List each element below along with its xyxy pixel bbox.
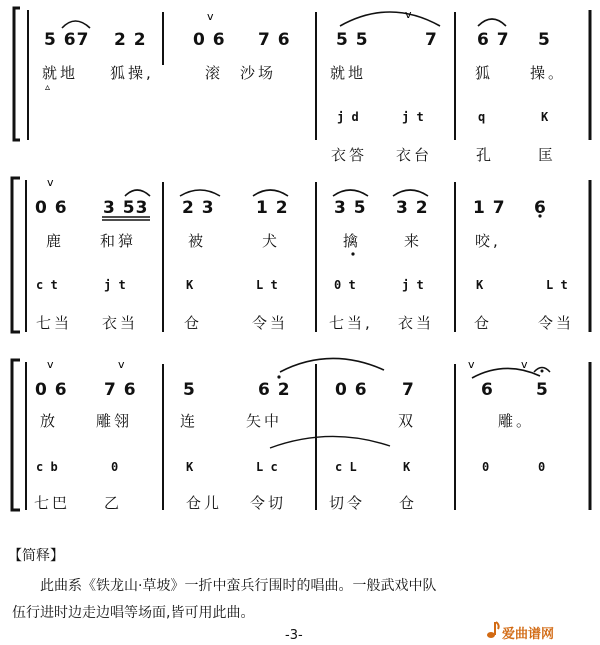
svg-text:v: v [47, 176, 54, 189]
percussion-symbol: c L [335, 460, 357, 474]
percussion-symbol: j d [337, 110, 359, 124]
percussion-name: 衣当 [102, 314, 139, 332]
percussion-name: 乙 [104, 494, 123, 512]
note: 7 6 [258, 30, 291, 50]
percussion-symbol: j t [402, 278, 424, 292]
section-title: 【简释】 [8, 548, 64, 564]
percussion-symbol: c b [36, 460, 58, 474]
percussion-name: 令切 [250, 494, 287, 512]
page-number: -3- [285, 628, 303, 643]
note: 1 2 [256, 198, 289, 218]
percussion-name: 仓儿 [186, 494, 223, 512]
percussion-symbol: L t [256, 278, 278, 292]
note: 0 6 [193, 30, 226, 50]
note: 7 [425, 30, 438, 50]
percussion-symbol: 0 [482, 460, 490, 474]
percussion-name: 仓 [184, 314, 203, 332]
percussion-symbol: 0 [538, 460, 546, 474]
note: 5 5 [336, 30, 369, 50]
lyric: 双 [398, 412, 417, 430]
explanation-line: 此曲系《铁龙山·草坡》一折中蛮兵行围时的唱曲。一般武戏中队 [40, 578, 437, 594]
percussion-symbol: j t [104, 278, 126, 292]
lyric: 滚 [205, 64, 224, 82]
svg-text:v: v [405, 8, 412, 21]
note: 1 7 [473, 198, 506, 218]
svg-text:▵: ▵ [45, 82, 51, 93]
percussion-name: 仓 [474, 314, 493, 332]
percussion-name: 仓 [399, 494, 418, 512]
percussion-symbol: K [476, 278, 484, 292]
percussion-symbol: K [186, 460, 194, 474]
music-note-icon [486, 620, 500, 640]
lyric: 雕。 [498, 412, 535, 430]
lyric: 犬 [262, 232, 281, 250]
lyric: 狐 [475, 64, 494, 82]
note: 6 7 [477, 30, 510, 50]
note: 7 [402, 380, 415, 400]
note: 0 6 [335, 380, 368, 400]
watermark-logo: 爱曲谱网 [502, 627, 555, 642]
svg-text:v: v [47, 358, 54, 371]
note: 6 [481, 380, 494, 400]
percussion-name: 切令 [329, 494, 366, 512]
lyric: 和獐 [100, 232, 137, 250]
lyric: 鹿 [46, 232, 65, 250]
percussion-name: 匡 [538, 146, 557, 164]
lyric: 矢中 [246, 412, 283, 430]
percussion-name: 七巴 [34, 494, 71, 512]
percussion-symbol: j t [402, 110, 424, 124]
lyric: 就地 [330, 64, 367, 82]
note: 5 [536, 380, 549, 400]
percussion-symbol: K [186, 278, 194, 292]
percussion-name: 七当 [36, 314, 73, 332]
percussion-name: 孔 [476, 146, 495, 164]
percussion-symbol: q [478, 110, 486, 124]
note: 2 2 [114, 30, 147, 50]
note: 5 [183, 380, 196, 400]
percussion-name: 衣当 [398, 314, 435, 332]
note: 7 6 [104, 380, 137, 400]
note: 3 5 [334, 198, 367, 218]
percussion-name: 衣台 [396, 146, 433, 164]
note: 6 2 [258, 380, 291, 400]
percussion-symbol: L t [546, 278, 568, 292]
lyric: 被 [188, 232, 207, 250]
percussion-name: 衣答 [331, 146, 368, 164]
svg-text:v: v [207, 10, 214, 23]
note: 5 [538, 30, 551, 50]
svg-text:v: v [521, 358, 528, 371]
note: 0 6 [35, 380, 68, 400]
lyric: 放 [40, 412, 59, 430]
percussion-symbol: 0 [111, 460, 119, 474]
percussion-symbol: L c [256, 460, 278, 474]
lyric: 狐操, [110, 64, 154, 82]
note: 2 3 [182, 198, 215, 218]
percussion-symbol: K [541, 110, 549, 124]
percussion-symbol: K [403, 460, 411, 474]
note: 5 67 [44, 30, 90, 50]
note: 3 2 [396, 198, 429, 218]
lyric: 擒 [343, 232, 362, 250]
svg-text:v: v [118, 358, 125, 371]
lyric: 就地 [42, 64, 79, 82]
lyric: 咬, [475, 232, 501, 250]
lyric: 雕翎 [96, 412, 133, 430]
percussion-symbol: c t [36, 278, 58, 292]
lyric: 沙场 [240, 64, 277, 82]
percussion-name: 令当 [252, 314, 289, 332]
note: 0 6 [35, 198, 68, 218]
note: 3 53 [103, 198, 149, 218]
explanation-line: 伍行进时边走边唱等场面,皆可用此曲。 [12, 605, 255, 621]
percussion-name: 七当, [329, 314, 373, 332]
percussion-name: 令当 [538, 314, 575, 332]
lyric: 操。 [530, 64, 567, 82]
note: 6 [534, 198, 547, 218]
lyric: 连 [180, 412, 199, 430]
svg-text:v: v [468, 358, 475, 371]
percussion-symbol: 0 t [334, 278, 356, 292]
lyric: 来 [404, 232, 423, 250]
